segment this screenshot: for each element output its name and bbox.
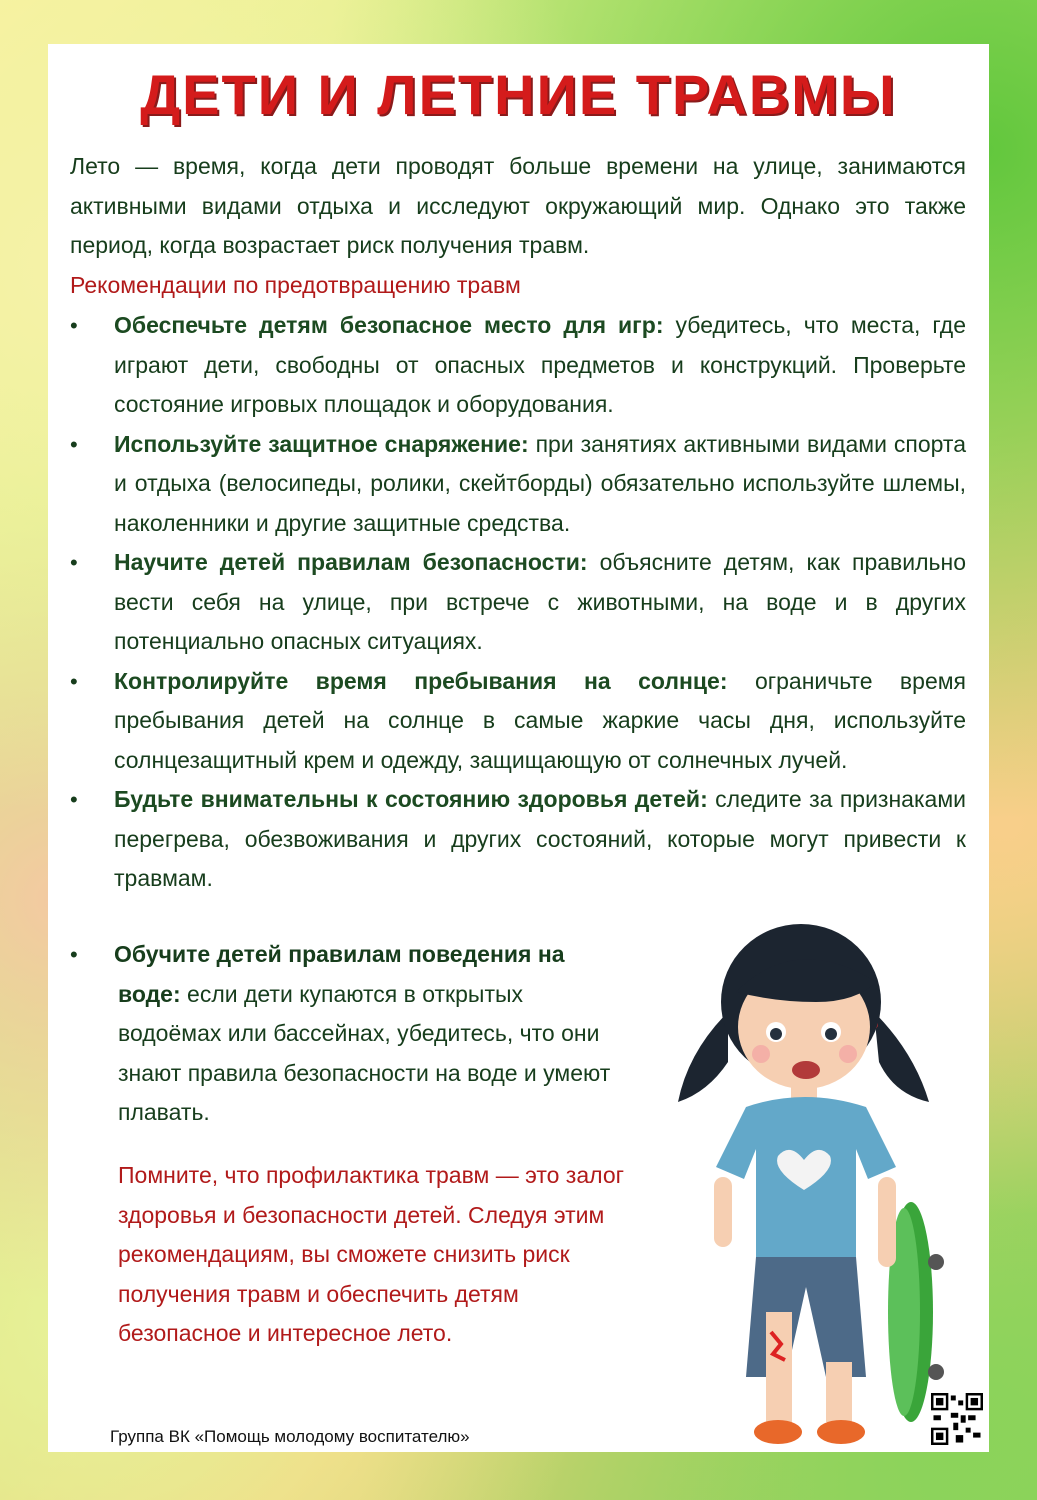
bullet-icon: • <box>70 550 78 575</box>
list-item <box>70 662 966 781</box>
list-item <box>70 543 966 662</box>
item-text: при занятиях активными видами спорта и отдыха (велосипеды, ролики, скейтборды) обязательно используйте шлемы, наколенники и другие защитные средства. <box>114 430 966 536</box>
bullet-icon: • <box>70 942 78 967</box>
recommendations-list <box>70 306 966 899</box>
item-heading-line1: Обучите детей правилам поведения на <box>114 941 565 967</box>
bullet-icon: • <box>70 431 78 457</box>
list-item <box>70 780 966 899</box>
page-title: ДЕТИ И ЛЕТНИЕ ТРАВМЫ <box>140 63 897 126</box>
list-item <box>70 306 966 425</box>
crying-girl-skateboard-illustration <box>666 892 966 1452</box>
bullet-icon: • <box>70 787 78 812</box>
qr-code-icon <box>931 1393 983 1445</box>
item-text: объясните детям, как правильно вести себя на улице, при встрече с животными, на воде и в других потенциально опасных ситуациях. <box>114 549 966 654</box>
recommendations-heading: Рекомендации по предотвращению травм <box>70 272 521 298</box>
item-body <box>118 975 618 1133</box>
item-text: ограничьте время пребывания детей на солнце в самые жаркие часы дня, используйте солнцезащитный крем и одежду, защищающую от солнечных лучей. <box>114 667 967 773</box>
closing-note: Помните, что профилактика травм — это залог здоровья и безопасности детей. Следуя этим рекомендациям, вы сможете снизить риск получения травм и обеспечить детям безопасное и интересное лето. <box>118 1162 624 1346</box>
item-text: если дети купаются в открытых водоёмах или бассейнах, убедитесь, что они знают правила безопасности на воде и умеют плавать. <box>118 980 611 1125</box>
poster-panel <box>48 44 989 1452</box>
intro-paragraph: Лето — время, когда дети проводят больше времени на улице, занимаются активными видами отдыха и исследуют окружающий мир. Однако это также период, когда возрастает риск получения травм. <box>70 153 966 258</box>
list-item <box>70 425 966 544</box>
item-heading: Используйте защитное снаряжение: <box>114 430 529 457</box>
item-heading: Будьте внимательны к состоянию здоровья детей: <box>114 786 708 812</box>
item-heading-line2: воде: <box>118 980 181 1007</box>
item-text: убедитесь, что места, где играют дети, свободны от опасных предметов и конструкций. Проверьте состояние игровых площадок и оборудования. <box>114 312 966 417</box>
footer-credit: Группа ВК «Помощь молодому воспитателю» <box>110 1427 470 1446</box>
item-heading: Обеспечьте детям безопасное место для игр: <box>114 312 664 338</box>
bullet-icon: • <box>70 313 78 338</box>
item-heading: Контролируйте время пребывания на солнце: <box>114 667 728 694</box>
bullet-icon: • <box>70 668 78 694</box>
item-heading: Научите детей правилам безопасности: <box>114 549 588 575</box>
item-text: следите за признаками перегрева, обезвоживания и других состояний, которые могут привести к травмам. <box>114 786 966 891</box>
